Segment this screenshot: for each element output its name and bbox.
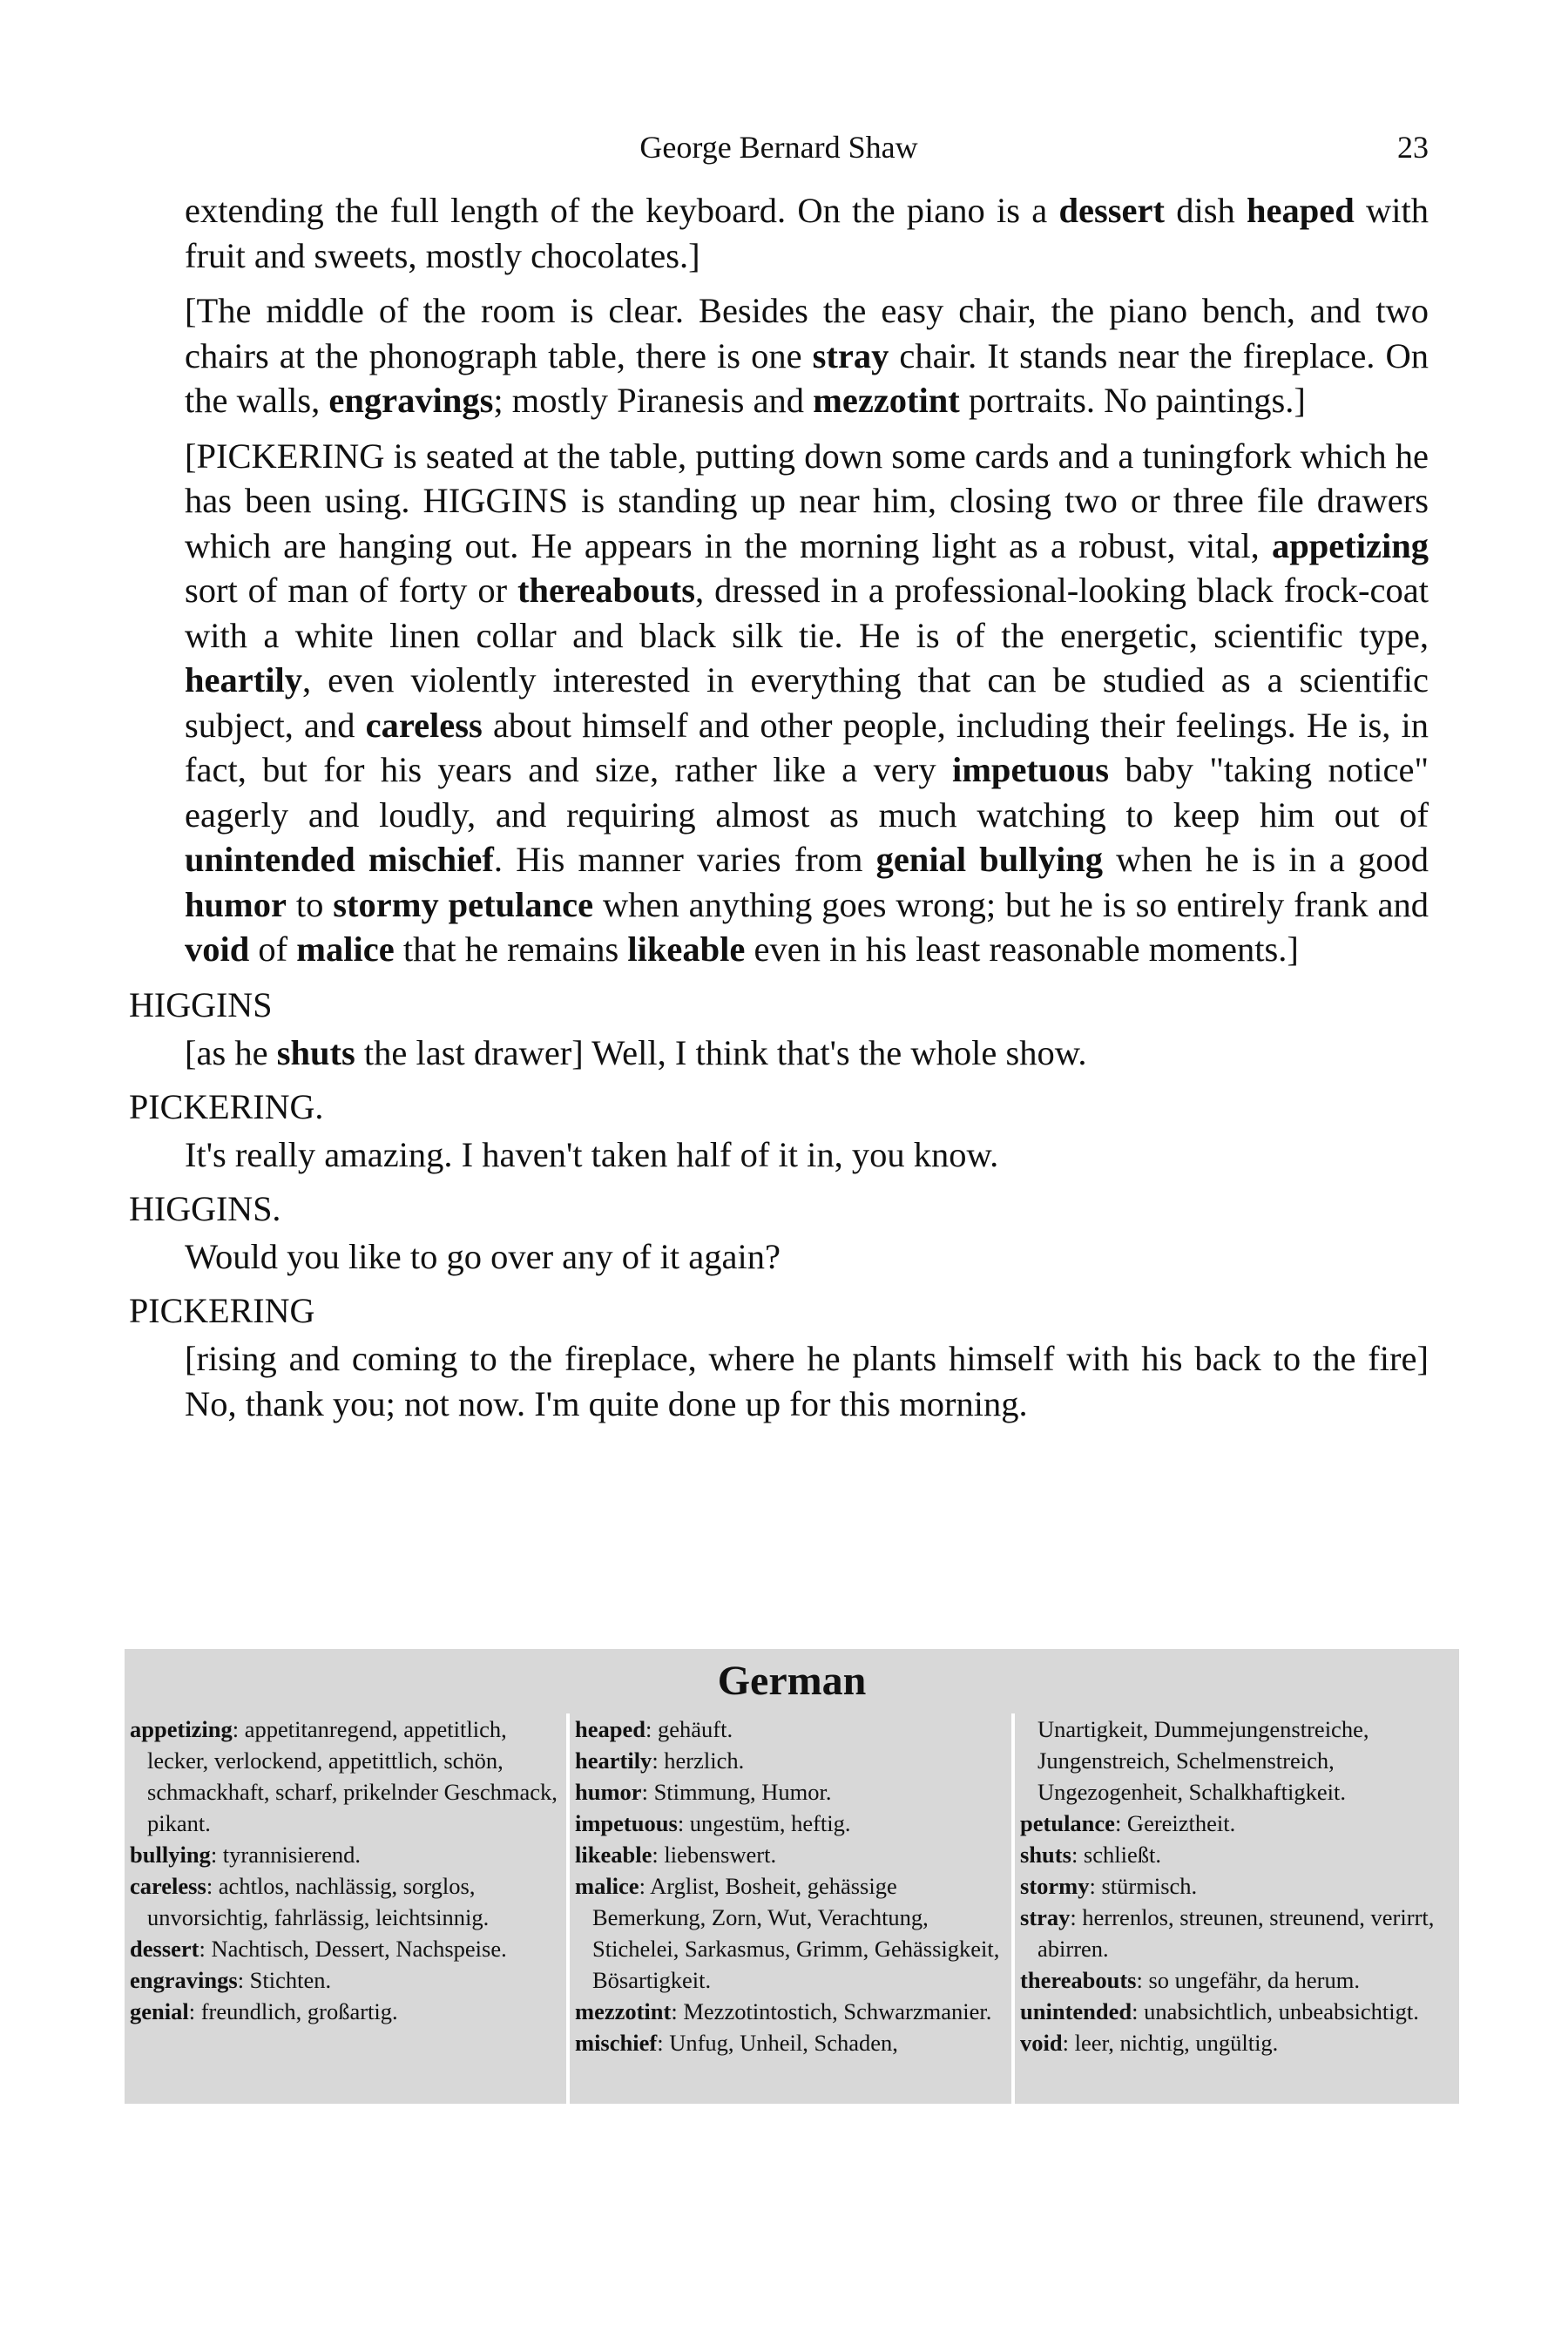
glossary-term: shuts	[1020, 1842, 1071, 1868]
glossary-term: appetizing	[130, 1716, 233, 1742]
main-text	[129, 188, 1429, 1435]
glossary-term: humor	[575, 1779, 642, 1805]
text-run: , dressed in a professional-looking black frock-coat with a white linen collar and black silk tie. He is of the energetic, scientific type,	[185, 571, 1429, 655]
glossary-definition: : Arglist, Bosheit, gehässige Bemerkung, Zorn, Wut, Verachtung, Stichelei, Sarkasmus, Grimm, Gehässigkeit, Bösartigkeit.	[592, 1873, 1000, 1993]
glossary-term: void	[1020, 2030, 1063, 2056]
text-run: , even violently interested in everything that can be studied as a scientific subject, and	[185, 660, 1429, 745]
text-run: [The middle of the room is clear. Besides the easy chair, the piano bench, and two chairs at the phonograph table, there is one	[185, 291, 1429, 375]
glossary-entry	[1020, 1713, 1455, 1808]
text-run: extending the full length of the keyboard. On the piano is a	[185, 191, 1059, 230]
vocabulary-word: impetuous	[951, 750, 1109, 789]
glossary-entry	[1020, 2027, 1455, 2058]
glossary-entry	[575, 1996, 1010, 2027]
glossary-entry	[575, 1745, 1010, 1776]
vocabulary-word: heartily	[185, 660, 302, 700]
glossary-definition: : ungestüm, heftig.	[677, 1810, 851, 1836]
glossary-term: petulance	[1020, 1810, 1115, 1836]
glossary-definition: : gehäuft.	[645, 1716, 733, 1742]
glossary-entry	[1020, 1964, 1455, 1996]
vocabulary-word: engravings	[328, 381, 494, 420]
glossary-term: dessert	[130, 1936, 199, 1962]
glossary-entry	[130, 1933, 564, 1964]
speaker-name: PICKERING.	[129, 1086, 324, 1126]
text-run: even in his least reasonable moments.]	[745, 929, 1299, 969]
glossary-definition: : Mezzotintostich, Schwarzmanier.	[671, 1998, 992, 2024]
speech-line	[185, 1031, 1429, 1076]
glossary-definition: : Gereiztheit.	[1114, 1810, 1236, 1836]
glossary-term: engravings	[130, 1967, 238, 1993]
glossary-term: stray	[1020, 1904, 1071, 1930]
glossary-column	[570, 1713, 1010, 2058]
stage-direction-paragraph	[185, 434, 1429, 972]
speaker-name: PICKERING	[129, 1290, 315, 1330]
glossary-definition: : herzlich.	[652, 1747, 745, 1774]
stage-direction-paragraph	[185, 288, 1429, 423]
vocabulary-word: void	[185, 929, 250, 969]
glossary-entry	[1020, 1870, 1455, 1902]
vocabulary-word: stormy petulance	[333, 884, 594, 924]
glossary-definition: : achtlos, nachlässig, sorglos, unvorsichtig, fahrlässig, leichtsinnig.	[147, 1873, 490, 1930]
stage-direction-paragraph	[185, 188, 1429, 278]
vocabulary-word: malice	[296, 929, 395, 969]
text-run: baby "taking notice" eagerly and loudly, and requiring almost as much watching to keep him out of	[185, 750, 1429, 835]
vocabulary-word: shuts	[276, 1033, 355, 1072]
glossary-definition: : tyrannisierend.	[210, 1842, 362, 1868]
vocabulary-word: genial bullying	[875, 840, 1103, 879]
glossary-entry	[130, 1996, 564, 2027]
glossary-definition: : Stimmung, Humor.	[641, 1779, 832, 1805]
text-run: [PICKERING is seated at the table, putting down some cards and a tuningfork which he has been using. HIGGINS is standing up near him, closing two or three file drawers which are hanging out. He appears in the morning light as a robust, vital,	[185, 436, 1429, 565]
glossary-definition: : so ungefähr, da herum.	[1136, 1967, 1360, 1993]
glossary-term: malice	[575, 1873, 639, 1899]
vocabulary-word: careless	[365, 705, 483, 745]
glossary-term: heartily	[575, 1747, 652, 1774]
vocabulary-word: unintended mischief	[185, 840, 494, 879]
glossary-term: mischief	[575, 2030, 658, 2056]
vocabulary-word: stray	[812, 335, 889, 375]
glossary-column	[1015, 1713, 1455, 2058]
glossary-entry	[575, 1776, 1010, 1808]
glossary-term: mezzotint	[575, 1998, 672, 2024]
text-run: [as he	[185, 1033, 277, 1072]
glossary-definition: : liebenswert.	[652, 1842, 777, 1868]
vocabulary-word: dessert	[1058, 191, 1165, 230]
speaker-name: HIGGINS	[129, 984, 273, 1024]
glossary-entry	[1020, 1839, 1455, 1870]
glossary-term: likeable	[575, 1842, 652, 1868]
text-run: Would you like to go over any of it again?	[185, 1237, 781, 1276]
glossary-definition: Unartigkeit, Dummejungenstreiche, Jungenstreich, Schelmenstreich, Ungezogenheit, Schalkhaftigkeit.	[1037, 1716, 1369, 1805]
glossary-entry	[575, 1870, 1010, 1996]
glossary-entry	[575, 1713, 1010, 1745]
glossary-entry	[130, 1964, 564, 1996]
text-run: chair. It stands near the fireplace. On the walls,	[185, 335, 1429, 420]
text-run: [rising and coming to the fireplace, where he plants himself with his back to the fire] No, thank you; not now. I'm quite done up for this morning.	[185, 1339, 1429, 1423]
page-number: 23	[1397, 130, 1429, 165]
glossary-title: German	[717, 1658, 867, 1704]
glossary-entry	[575, 2027, 1010, 2058]
vocabulary-word: heaped	[1246, 191, 1355, 230]
glossary-term: careless	[130, 1873, 206, 1899]
text-run: It's really amazing. I haven't taken half of it in, you know.	[185, 1135, 999, 1174]
glossary-definition: : stürmisch.	[1089, 1873, 1198, 1899]
text-run: the last drawer] Well, I think that's the whole show.	[355, 1033, 1087, 1072]
text-run: to	[287, 884, 334, 924]
speech-line	[185, 1234, 1429, 1280]
glossary-definition: : appetitanregend, appetitlich, lecker, verlockend, appetittlich, schön, schmackhaft, scharf, prikelnder Geschmack, pikant.	[147, 1716, 558, 1836]
glossary-term: unintended	[1020, 1998, 1132, 2024]
speech-line	[185, 1336, 1429, 1426]
text-run: when he is in a good	[1103, 840, 1429, 879]
glossary-entry	[1020, 1902, 1455, 1964]
glossary-entry	[1020, 1996, 1455, 2027]
glossary-column	[125, 1713, 564, 2027]
glossary-entry	[130, 1870, 564, 1933]
glossary-entry	[1020, 1808, 1455, 1839]
glossary-definition: : schließt.	[1071, 1842, 1161, 1868]
glossary-entry	[130, 1713, 564, 1839]
glossary-definition: : Nachtisch, Dessert, Nachspeise.	[199, 1936, 507, 1962]
glossary-entry	[575, 1808, 1010, 1839]
glossary-term: genial	[130, 1998, 189, 2024]
text-run: that he remains	[394, 929, 628, 969]
glossary-term: impetuous	[575, 1810, 678, 1836]
text-run: of	[249, 929, 297, 969]
vocabulary-word: appetizing	[1271, 525, 1429, 565]
text-run: ; mostly Piranesis and	[493, 381, 814, 420]
german-glossary-box	[125, 1649, 1459, 2104]
glossary-definition: : freundlich, großartig.	[188, 1998, 398, 2024]
text-run: . His manner varies from	[493, 840, 876, 879]
glossary-term: heaped	[575, 1716, 645, 1742]
text-run: with fruit and sweets, mostly chocolates.]	[185, 191, 1429, 275]
vocabulary-word: humor	[185, 884, 287, 924]
glossary-definition: : Unfug, Unheil, Schaden,	[657, 2030, 898, 2056]
vocabulary-word: likeable	[627, 929, 746, 969]
glossary-term: stormy	[1020, 1873, 1090, 1899]
glossary-definition: : leer, nichtig, ungültig.	[1062, 2030, 1279, 2056]
glossary-definition: : unabsichtlich, unbeabsichtigt.	[1132, 1998, 1419, 2024]
speech-line	[185, 1132, 1429, 1178]
text-run: about himself and other people, including their feelings. He is, in fact, but for his years and size, rather like a very	[185, 705, 1429, 789]
glossary-entry	[575, 1839, 1010, 1870]
glossary-term: thereabouts	[1020, 1967, 1137, 1993]
running-header	[129, 129, 1429, 172]
text-run: dish	[1164, 191, 1247, 230]
text-run: portraits. No paintings.]	[959, 381, 1306, 420]
glossary-term: bullying	[130, 1842, 211, 1868]
vocabulary-word: thereabouts	[517, 571, 696, 610]
speaker-name: HIGGINS.	[129, 1188, 281, 1228]
text-run: when anything goes wrong; but he is so entirely frank and	[593, 884, 1429, 924]
glossary-definition: : Stichten.	[237, 1967, 332, 1993]
glossary-definition: : herrenlos, streunen, streunend, verirrt, abirren.	[1037, 1904, 1435, 1962]
text-run: sort of man of forty or	[185, 571, 518, 610]
glossary-entry	[130, 1839, 564, 1870]
vocabulary-word: mezzotint	[813, 381, 960, 420]
header-author: George Bernard Shaw	[639, 130, 918, 165]
